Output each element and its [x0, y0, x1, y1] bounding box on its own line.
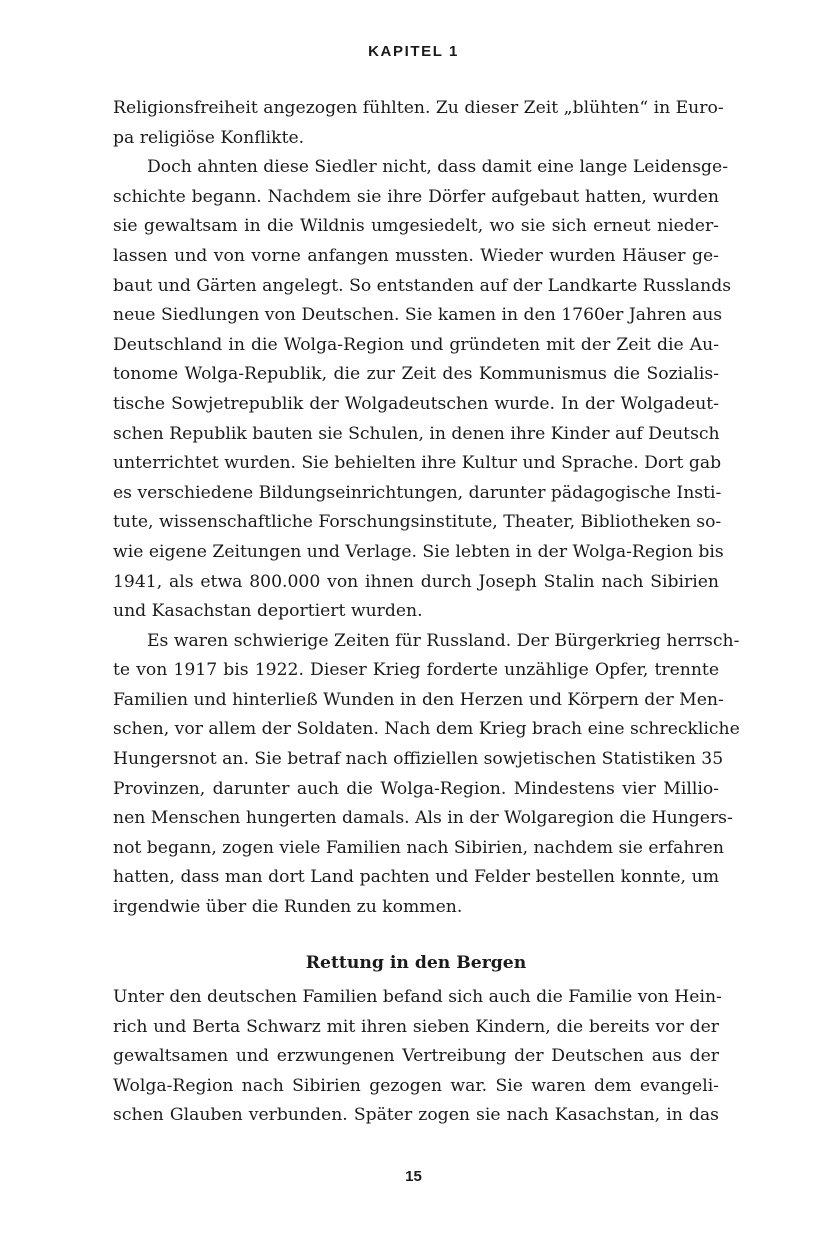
text-line: wie eigene Zeitungen und Verlage. Sie lebten in der Wolga-Region bis [113, 541, 724, 562]
text-line: Doch ahnten diese Siedler nicht, dass damit eine lange Leidensge- [147, 157, 729, 178]
text-line: tute, wissenschaftliche Forschungsinstitute, Theater, Bibliotheken so- [113, 512, 722, 533]
text-line: Familien und hinterließ Wunden in den Herzen und Körpern der Men- [113, 689, 724, 710]
text-line: neue Siedlungen von Deutschen. Sie kamen in den 1760er Jahren aus [113, 305, 723, 326]
text-line: te von 1917 bis 1922. Dieser Krieg forderte unzählige Opfer, trennte [113, 660, 719, 681]
text-line: schen Republik bauten sie Schulen, in denen ihre Kinder auf Deutsch [113, 423, 720, 444]
text-line: schen, vor allem der Soldaten. Nach dem Krieg brach eine schreckliche [113, 719, 740, 740]
text-line: rich und Berta Schwarz mit ihren sieben Kindern, die bereits vor der [113, 1016, 719, 1037]
text-line: lassen und von vorne anfangen mussten. Wieder wurden Häuser ge- [113, 245, 719, 266]
text-line: 1941, als etwa 800.000 von ihnen durch Joseph Stalin nach Sibirien [113, 571, 719, 592]
text-line: nen Menschen hungerten damals. Als in der Wolgaregion die Hungers- [113, 808, 733, 829]
text-line: Unter den deutschen Familien befand sich auch die Familie von Hein- [113, 987, 722, 1007]
text-line: Deutschland in die Wolga-Region und gründeten mit der Zeit die Au- [113, 334, 719, 355]
body-text [113, 94, 740, 923]
text-line: sie gewaltsam in die Wildnis umgesiedelt, wo sie sich erneut nieder- [113, 216, 719, 237]
text-line: tische Sowjetrepublik der Wolgadeutschen wurde. In der Wolgadeut- [113, 393, 719, 414]
page-number: 15 [405, 1168, 422, 1185]
text-line: gewaltsamen und erzwungenen Vertreibung der Deutschen aus der [113, 1046, 719, 1067]
text-line: tonome Wolga-Republik, die zur Zeit des Kommunismus die Sozialis- [113, 364, 719, 385]
text-line: baut und Gärten angelegt. So entstanden auf der Landkarte Russlands [113, 275, 732, 296]
text-line: Wolga-Region nach Sibirien gezogen war. Sie waren dem evangeli- [113, 1075, 719, 1096]
text-line: irgendwie über die Runden zu kommen. [113, 897, 463, 918]
section-body-text [113, 983, 722, 1131]
text-line: Provinzen, darunter auch die Wolga-Region. Mindestens vier Millio- [113, 778, 719, 799]
text-line: Religionsfreiheit angezogen fühlten. Zu dieser Zeit „blühten“ in Euro- [113, 98, 724, 118]
running-head: KAPITEL 1 [368, 43, 459, 60]
text-line: unterrichtet wurden. Sie behielten ihre Kultur und Sprache. Dort gab [113, 453, 722, 474]
text-line: Es waren schwierige Zeiten für Russland. Der Bürgerkrieg herrsch- [147, 630, 740, 651]
text-line: Hungersnot an. Sie betraf nach offiziellen sowjetischen Statistiken 35 [113, 749, 724, 770]
text-line: not begann, zogen viele Familien nach Sibirien, nachdem sie erfahren [113, 837, 724, 858]
text-line: es verschiedene Bildungseinrichtungen, darunter pädagogische Insti- [113, 482, 722, 503]
text-line: schen Glauben verbunden. Später zogen sie nach Kasachstan, in das [113, 1105, 719, 1126]
text-line: hatten, dass man dort Land pachten und Felder bestellen konnte, um [113, 867, 719, 888]
text-line: schichte begann. Nachdem sie ihre Dörfer aufgebaut hatten, wurden [113, 186, 719, 207]
section-heading: Rettung in den Bergen [305, 953, 527, 973]
text-line: pa religiöse Konflikte. [113, 127, 305, 148]
text-line: und Kasachstan deportiert wurden. [113, 601, 423, 622]
